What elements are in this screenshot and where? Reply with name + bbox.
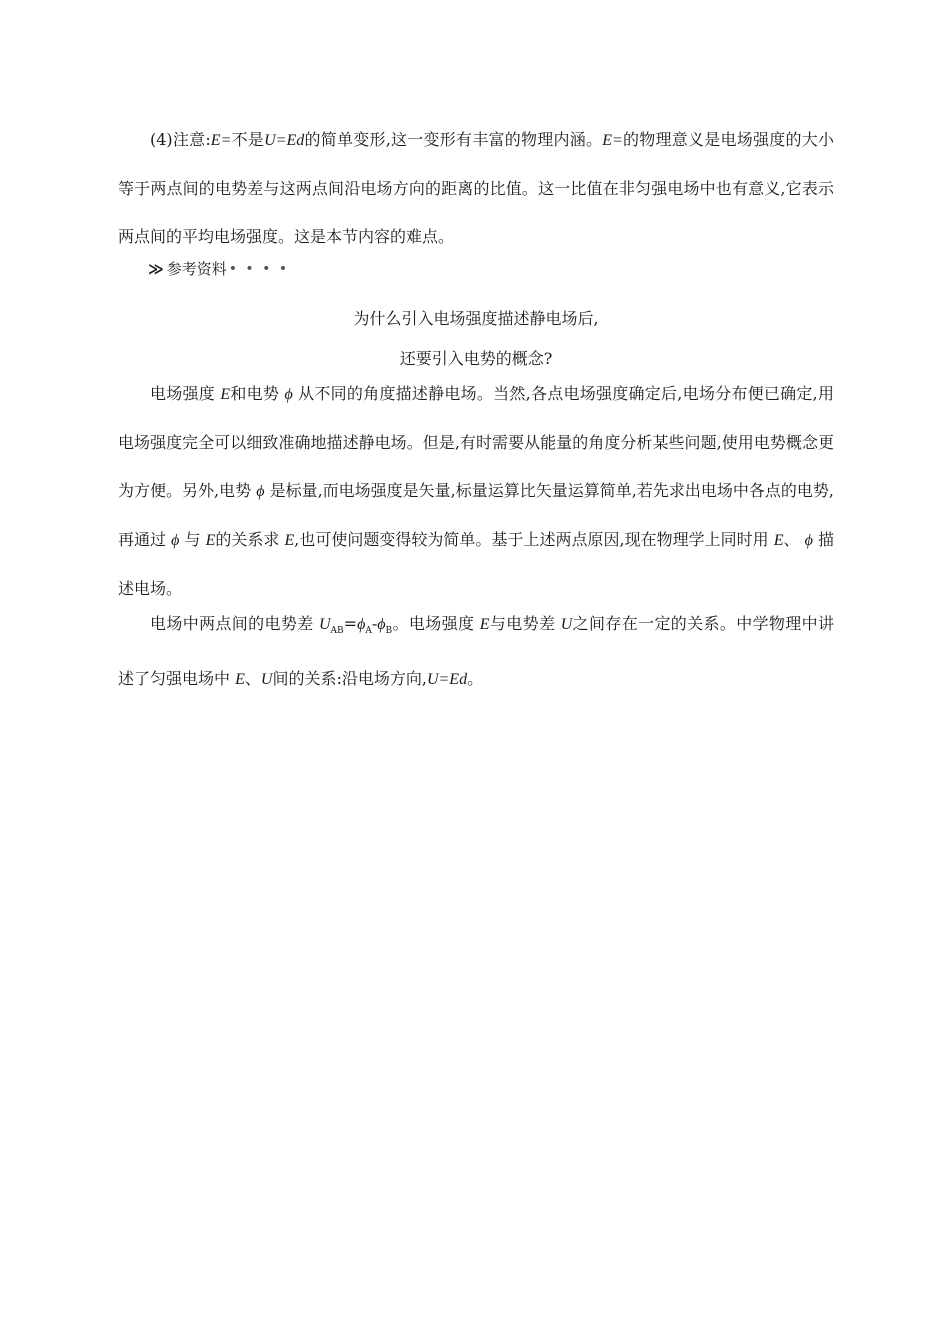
body-text: 间的关系:沿电场方向, — [272, 669, 427, 689]
symbol-e: E — [773, 532, 784, 549]
note-text: 的物理意义是电场强度的大小等于两点间的电势差与这两点间沿电场方向的距离的比值。这一比值在非匀强电场中也有意义,它表示两点间的平均电场强度。这是本节内容的难点。 — [118, 130, 834, 246]
reference-label: 参考资料 — [166, 260, 227, 278]
body-text: 之间存在一定的关系。中学物理中讲述了匀强电场中 — [118, 614, 834, 689]
body-paragraph-potential-difference — [118, 600, 834, 704]
subscript-b: B — [385, 626, 393, 637]
note-text: 不是 — [231, 130, 265, 149]
symbol-phi: ϕ — [804, 532, 813, 549]
symbol-e: E — [479, 616, 490, 633]
symbol-phi: ϕ — [256, 483, 265, 500]
body-text: 电场强度 — [150, 384, 221, 403]
note-text: (4)注意: — [150, 130, 211, 149]
symbol-u: U — [260, 671, 273, 689]
section-heading-line2: 还要引入电势的概念? — [399, 349, 553, 368]
symbol-e: E — [235, 671, 245, 689]
body-text: 。 — [467, 669, 484, 689]
formula-u-ed: U=Ed — [264, 132, 305, 149]
subscript-ab: AB — [330, 626, 344, 637]
body-text: 。电场强度 — [392, 614, 480, 633]
body-text: 、 — [783, 530, 805, 549]
symbol-u: U — [560, 616, 573, 633]
body-text: 与 — [179, 530, 206, 549]
equals-sign: = — [343, 614, 358, 633]
formula-u-ed: U=Ed — [426, 671, 468, 689]
body-text: 是标量,而电场强度是矢量,标量运算比矢量运算简单,若先求出电场中各点的电势,再通过 — [118, 481, 834, 549]
note-text: 的简单变形,这一变形有丰富的物理内涵。 — [304, 130, 603, 149]
body-text: 描述电场。 — [118, 530, 834, 598]
body-text: 的关系求 — [215, 530, 285, 549]
symbol-phi: ϕ — [284, 386, 293, 403]
body-text: 从不同的角度描述静电场。当然,各点电场强度确定后,电场分布便已确定,用电场强度完全可以细致准确地描述静电场。但是,有时需要从能量的角度分析某些问题,使用电势概念更为方便。另外,电势 — [118, 384, 834, 500]
body-text: 和电势 — [230, 384, 285, 403]
symbol-phi: ϕ — [377, 616, 386, 633]
minus-sign: - — [371, 614, 378, 633]
symbol-phi: ϕ — [357, 616, 366, 633]
section-heading-line1: 为什么引入电场强度描述静电场后, — [353, 309, 599, 328]
symbol-e: E — [205, 532, 216, 549]
subscript-a: A — [365, 626, 372, 637]
symbol-phi: ϕ — [171, 532, 180, 549]
formula-e: E= — [602, 132, 623, 149]
symbol-u: U — [318, 616, 331, 633]
body-text: 电场中两点间的电势差 — [150, 614, 319, 633]
formula-e: E= — [210, 132, 232, 149]
body-text: 与电势差 — [489, 614, 561, 633]
double-chevron-icon: ≫ — [148, 259, 161, 278]
body-text: 、 — [244, 669, 261, 689]
symbol-e: E — [220, 386, 231, 403]
note-paragraph — [118, 116, 834, 261]
reference-header — [148, 258, 289, 279]
symbol-e: E — [284, 532, 295, 549]
body-text: ,也可使问题变得较为简单。基于上述两点原因,现在物理学上同时用 — [294, 530, 774, 549]
body-paragraph-electric-potential — [118, 370, 834, 613]
dots-decoration: • • • • — [228, 260, 290, 277]
